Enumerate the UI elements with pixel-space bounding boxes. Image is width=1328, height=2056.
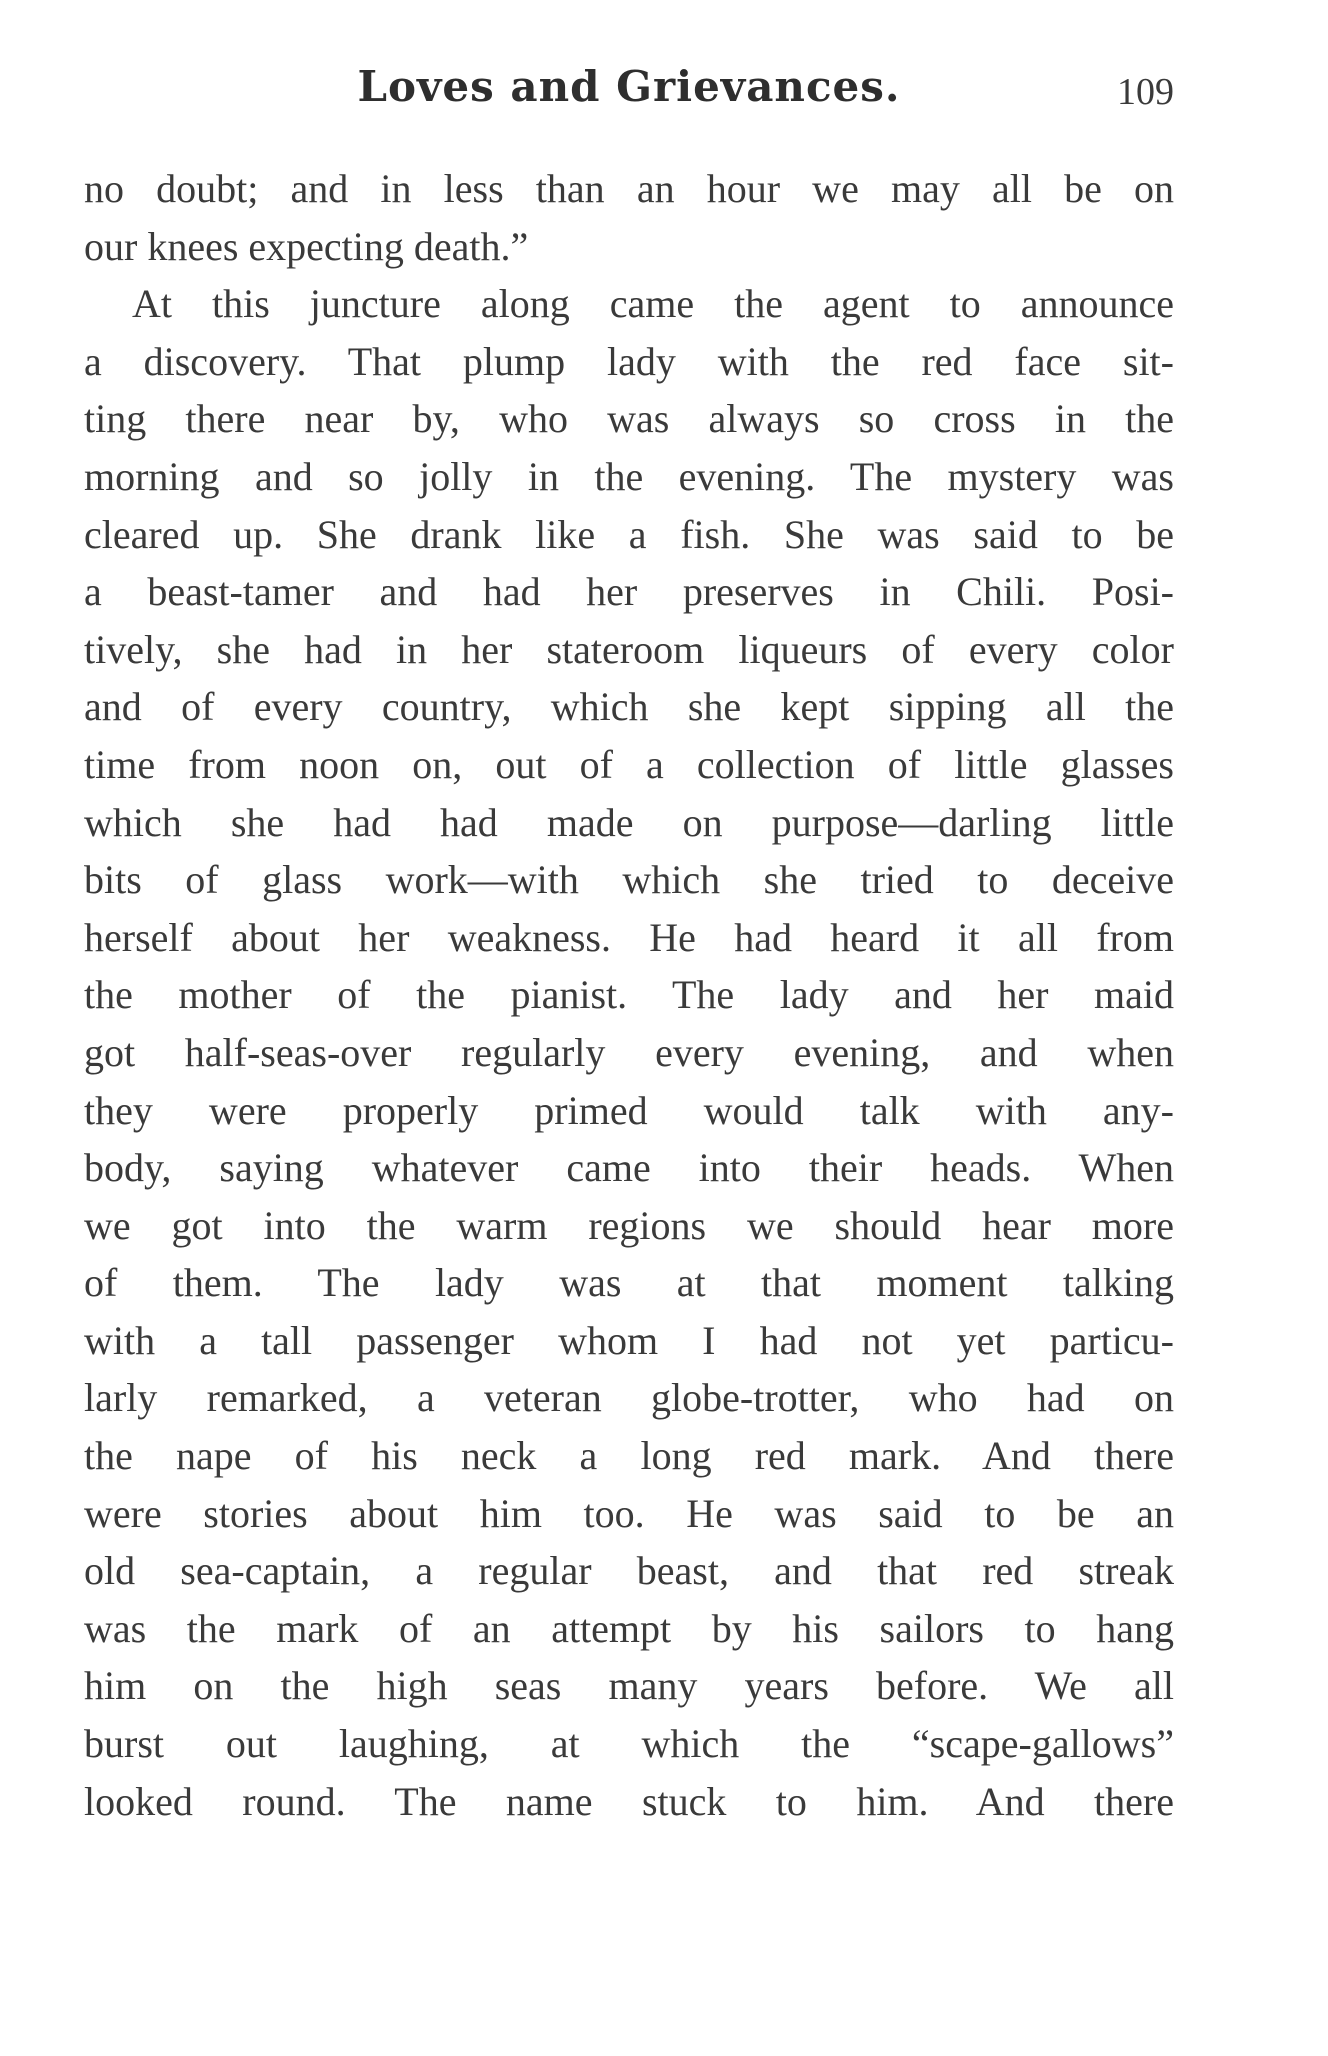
text-line: got half-seas-over regularly every evening, and when <box>84 1029 1174 1075</box>
text-line: with a tall passenger whom I had not yet particu- <box>84 1317 1174 1363</box>
text-line: of them. The lady was at that moment talking <box>84 1260 1174 1306</box>
text-line: a beast-tamer and had her preserves in Chili. Posi- <box>84 569 1174 615</box>
text-line: they were properly primed would talk with any- <box>84 1087 1174 1133</box>
text-line: herself about her weakness. He had heard it all from <box>84 914 1174 960</box>
text-line: no doubt; and in less than an hour we may all be on <box>84 166 1174 211</box>
text-line: the nape of his neck a long red mark. And there <box>84 1433 1174 1479</box>
text-line: morning and so jolly in the evening. The mystery was <box>84 453 1174 499</box>
text-line: cleared up. She drank like a fish. She was said to be <box>84 511 1174 557</box>
text-line: time from noon on, out of a collection of little glasses <box>84 741 1174 787</box>
page-number: 109 <box>1117 71 1174 113</box>
text-line: him on the high seas many years before. We all <box>84 1663 1174 1709</box>
text-line: the mother of the pianist. The lady and her maid <box>84 972 1174 1018</box>
text-line: a discovery. That plump lady with the red face sit- <box>84 338 1174 384</box>
text-line: were stories about him too. He was said to be an <box>84 1490 1174 1536</box>
text-line: old sea-captain, a regular beast, and that red streak <box>84 1548 1174 1594</box>
text-line: we got into the warm regions we should hear more <box>84 1202 1174 1248</box>
text-line: burst out laughing, at which the “scape-gallows” <box>84 1721 1174 1767</box>
text-line: which she had had made on purpose—darling little <box>84 799 1174 845</box>
text-line: bits of glass work—with which she tried to deceive <box>84 857 1174 903</box>
text-line: tively, she had in her stateroom liqueurs of every color <box>84 626 1174 672</box>
text-line: our knees expecting death.” <box>84 223 529 269</box>
text-line: larly remarked, a veteran globe-trotter, who had on <box>84 1375 1174 1421</box>
text-line: At this juncture along came the agent to announce <box>132 281 1174 327</box>
running-title: Loves and Grievances. <box>357 62 901 111</box>
text-line: and of every country, which she kept sipping all the <box>84 684 1174 730</box>
text-line: was the mark of an attempt by his sailors to hang <box>84 1605 1174 1651</box>
text-line: looked round. The name stuck to him. And there <box>84 1778 1174 1824</box>
running-head <box>84 62 1174 122</box>
body-text <box>84 160 1174 1830</box>
text-line: ting there near by, who was always so cross in the <box>84 396 1174 442</box>
text-line: body, saying whatever came into their heads. When <box>84 1145 1174 1191</box>
